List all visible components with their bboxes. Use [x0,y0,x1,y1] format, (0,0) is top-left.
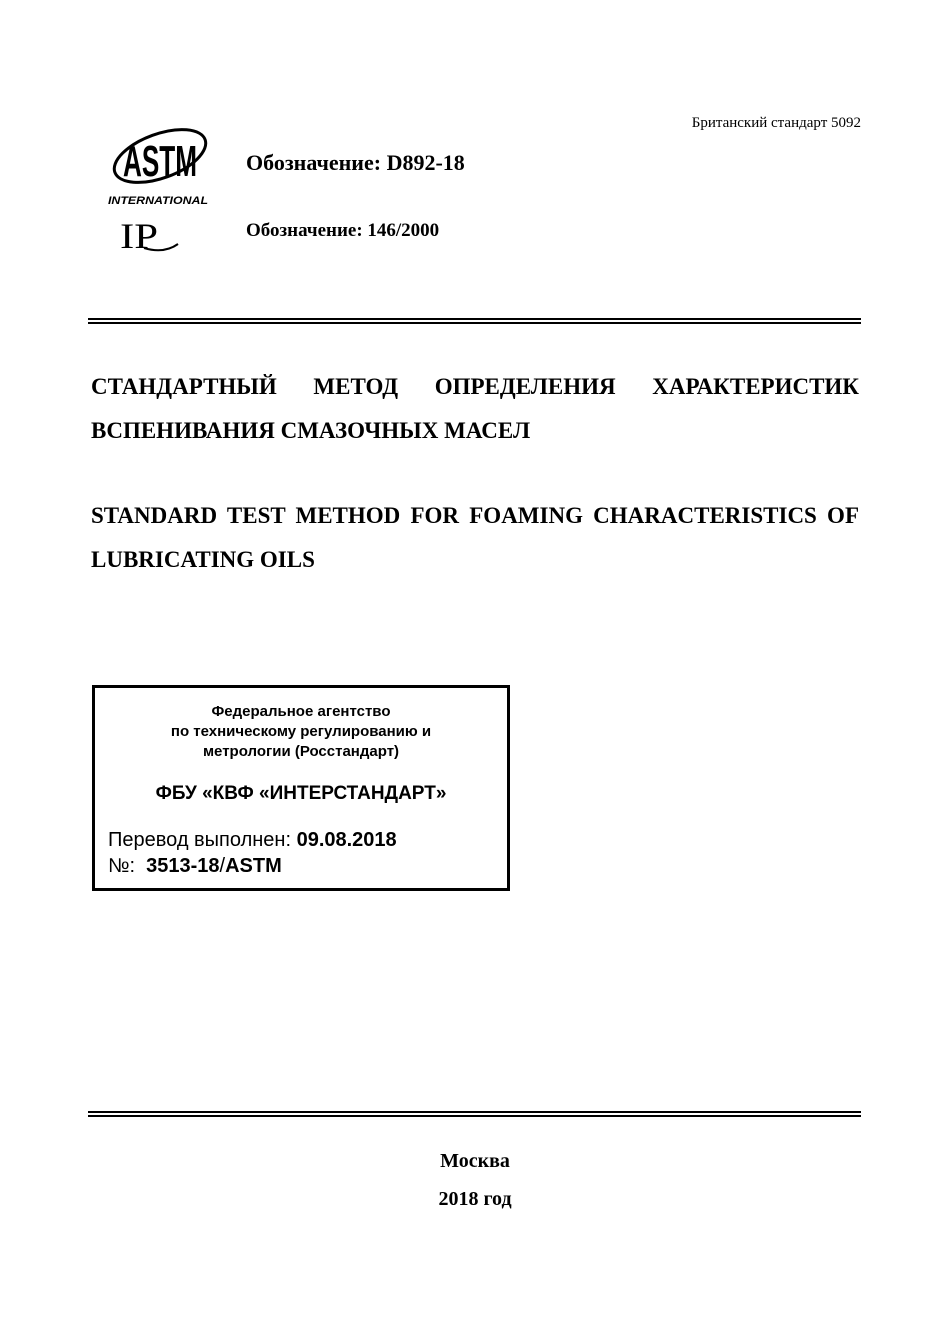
agency-line-1: Федеральное агентство [211,703,391,720]
bottom-divider [88,1111,861,1118]
translation-date-line [108,829,397,852]
ip-designation: Обозначение: 146/2000 [246,220,440,241]
translation-date-value: 09.08.2018 [296,829,397,851]
translation-number-separator: / [219,855,226,877]
astm-logo-text: ASTM [123,137,197,186]
ip-logo-text: IP [120,216,158,256]
agency-name [95,702,507,762]
agency-line-3: метрологии (Росстандарт) [202,743,400,760]
translation-date-label: Перевод выполнен: [108,829,297,851]
ip-logo [118,216,182,256]
british-standard-number: Британский стандарт 5092 [691,115,861,131]
translation-stamp-box [92,685,510,891]
astm-logo-subtext: INTERNATIONAL [108,195,209,207]
translation-number-line [108,855,282,878]
top-divider [88,318,861,325]
astm-designation: Обозначение: D892-18 [246,150,465,175]
publication-year: 2018 год [438,1188,512,1210]
translation-number-suffix: ASTM [225,855,282,877]
agency-line-2: по техническому регулированию и [170,723,432,740]
organization-name: ФБУ «КВФ «ИНТЕРСТАНДАРТ» [155,783,447,804]
astm-international-logo [106,118,210,210]
translation-number-value: 3513-18 [146,855,220,877]
title-english: STANDARD TEST METHOD FOR FOAMING CHARACTERISTICS OF LUBRICATING OILS [91,503,859,572]
title-russian: СТАНДАРТНЫЙ МЕТОД ОПРЕДЕЛЕНИЯ ХАРАКТЕРИСТИК ВСПЕНИВАНИЯ СМАЗОЧНЫХ МАСЕЛ [91,374,859,443]
publication-city: Москва [440,1150,510,1172]
translation-number-label: №: [108,855,147,877]
